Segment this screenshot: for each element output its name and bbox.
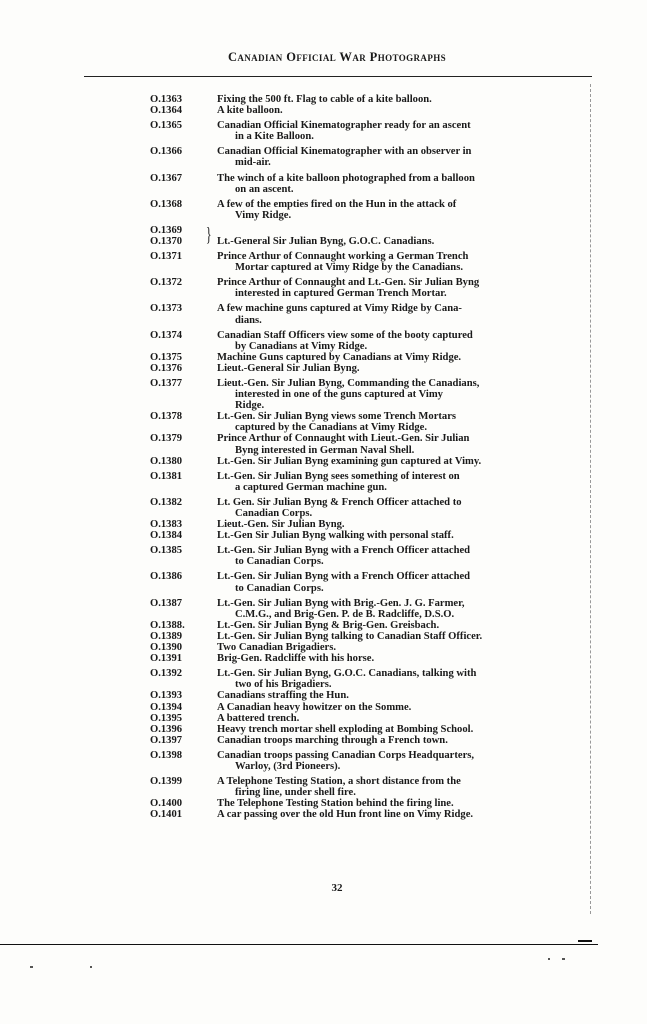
- photo-description: [217, 545, 590, 567]
- list-item: [150, 750, 590, 772]
- description-line: Brig-Gen. Radcliffe with his horse.: [217, 653, 375, 665]
- list-item: [150, 120, 590, 142]
- list-item: [150, 225, 590, 247]
- photo-number: O.1370: [150, 235, 183, 247]
- description-line: Prince Arthur of Connaught working a German Trench: [217, 251, 469, 263]
- photo-description: [217, 642, 590, 653]
- photo-number: O.1387: [150, 597, 183, 609]
- description-line: C.M.G., and Brig-Gen. P. de B. Radcliffe, D.S.O.: [235, 608, 455, 620]
- photo-number: O.1372: [150, 277, 183, 289]
- list-item: [150, 519, 590, 530]
- description-line: Canadians straffing the Hun.: [217, 690, 349, 702]
- photo-number: O.1379: [150, 433, 183, 445]
- photo-number: O.1398: [150, 749, 183, 761]
- photo-description: [217, 277, 590, 299]
- scan-speck: [90, 966, 92, 968]
- page-number: 32: [331, 882, 343, 894]
- photo-number: O.1397: [150, 734, 183, 746]
- photo-number: O.1384: [150, 530, 183, 542]
- photo-description: [217, 173, 590, 195]
- photo-description: [217, 668, 590, 690]
- photo-number: O.1367: [150, 172, 183, 184]
- list-item: [150, 690, 590, 701]
- photo-description: [217, 352, 590, 363]
- photo-description: [217, 724, 590, 735]
- description-line: Prince Arthur of Connaught and Lt.-Gen. Sir Julian Byng: [217, 277, 480, 289]
- list-item: [150, 620, 590, 631]
- page-edge-shadow: [590, 84, 591, 914]
- photo-description: [217, 330, 590, 352]
- bottom-mark: [578, 940, 592, 950]
- list-item: [150, 352, 590, 363]
- description-line: Lt.-Gen. Sir Julian Byng sees something of interest on: [217, 470, 460, 482]
- photo-description: [217, 251, 590, 273]
- list-item: [150, 456, 590, 467]
- list-item: [150, 471, 590, 493]
- list-item: [150, 378, 590, 411]
- list-item: [150, 94, 590, 105]
- list-item: [150, 251, 590, 273]
- description-line: Warloy, (3rd Pioneers).: [235, 760, 341, 772]
- description-line: Ridge.: [235, 400, 265, 412]
- header-rule: [84, 76, 592, 77]
- description-line: Lt.-Gen Sir Julian Byng walking with personal staff.: [217, 530, 454, 542]
- description-line: Lt. Gen. Sir Julian Byng & French Officer attached to: [217, 496, 462, 508]
- description-line: a captured German machine gun.: [235, 481, 387, 493]
- photo-number: O.1363: [150, 94, 183, 105]
- photo-description: [217, 146, 590, 168]
- list-item: [150, 642, 590, 653]
- photo-number: O.1380: [150, 455, 183, 467]
- list-item: [150, 631, 590, 642]
- list-item: [150, 798, 590, 809]
- list-item: [150, 713, 590, 724]
- photo-number: O.1378: [150, 411, 183, 423]
- photo-description: [217, 378, 590, 411]
- photo-description: [217, 120, 590, 142]
- description-line: Lieut.-Gen. Sir Julian Byng.: [217, 519, 345, 531]
- list-item: [150, 668, 590, 690]
- photo-number: O.1383: [150, 519, 183, 531]
- description-line: Mortar captured at Vimy Ridge by the Canadians.: [235, 262, 463, 274]
- page-header: Canadian Official War Photographs: [227, 50, 447, 64]
- photo-number: O.1390: [150, 642, 183, 654]
- list-item: [150, 776, 590, 798]
- description-line: in a Kite Balloon.: [235, 131, 314, 143]
- photo-description: [217, 519, 590, 530]
- photo-number: O.1392: [150, 668, 183, 680]
- photo-description: [217, 471, 590, 493]
- photo-number: O.1365: [150, 120, 183, 132]
- list-item: [150, 545, 590, 567]
- description-line: mid-air.: [235, 157, 271, 169]
- description-line: Fixing the 500 ft. Flag to cable of a kite balloon.: [217, 94, 432, 105]
- list-item: [150, 530, 590, 541]
- description-line: to Canadian Corps.: [235, 556, 324, 568]
- photo-description: [217, 798, 590, 809]
- description-line: captured by the Canadians at Vimy Ridge.: [235, 422, 427, 434]
- photo-number: O.1364: [150, 105, 183, 117]
- photo-number: O.1382: [150, 496, 183, 508]
- photo-number: O.1388.: [150, 619, 185, 631]
- list-item: [150, 497, 590, 519]
- photo-description: [217, 105, 590, 116]
- photo-description: [217, 199, 590, 221]
- list-item: [150, 146, 590, 168]
- photo-number: O.1369: [150, 224, 183, 236]
- description-line: to Canadian Corps.: [235, 582, 324, 594]
- list-item: [150, 809, 590, 820]
- description-line: Lt.-Gen. Sir Julian Byng with a French Officer attached: [217, 571, 471, 583]
- photo-number: O.1395: [150, 712, 183, 724]
- photo-number: O.1381: [150, 470, 183, 482]
- photo-description: [217, 94, 590, 105]
- description-line: Canadian Official Kinematographer ready for an ascent: [217, 120, 471, 132]
- photo-description: [217, 631, 590, 642]
- description-line: Machine Guns captured by Canadians at Vimy Ridge.: [217, 351, 462, 363]
- description-line: Two Canadian Brigadiers.: [217, 642, 336, 654]
- description-line: A Telephone Testing Station, a short distance from the: [217, 776, 461, 788]
- photo-list: [150, 94, 590, 820]
- description-line: Lt.-Gen. Sir Julian Byng talking to Canadian Staff Officer.: [217, 630, 483, 642]
- photo-description: [217, 363, 590, 374]
- list-item: [150, 411, 590, 433]
- list-item: [150, 724, 590, 735]
- photo-description: [217, 225, 590, 247]
- description-line: Lt.-Gen. Sir Julian Byng, G.O.C. Canadians, talking with: [217, 668, 477, 680]
- photo-number: O.1391: [150, 653, 183, 665]
- description-line: dians.: [235, 314, 262, 326]
- description-line: Lt.-Gen. Sir Julian Byng & Brig-Gen. Greisbach.: [217, 619, 440, 631]
- photo-number: O.1401: [150, 809, 183, 821]
- photo-description: [217, 598, 590, 620]
- description-line: interested in captured German Trench Mortar.: [235, 288, 447, 300]
- list-item: [150, 199, 590, 221]
- description-line: A car passing over the old Hun front line on Vimy Ridge.: [217, 809, 474, 821]
- photo-number: O.1374: [150, 329, 183, 341]
- description-line: Heavy trench mortar shell exploding at Bombing School.: [217, 723, 474, 735]
- photo-description: [217, 735, 590, 746]
- photo-number: O.1385: [150, 545, 183, 557]
- photo-number: O.1377: [150, 377, 183, 389]
- description-line: by Canadians at Vimy Ridge.: [235, 340, 368, 352]
- description-line: A Canadian heavy howitzer on the Somme.: [217, 701, 412, 713]
- description-line: interested in one of the guns captured at Vimy: [235, 389, 443, 401]
- description-line: Lt.-Gen. Sir Julian Byng with Brig.-Gen. J. G. Farmer,: [217, 597, 465, 609]
- photo-description: [217, 620, 590, 631]
- list-item: [150, 433, 590, 455]
- list-item: [150, 303, 590, 325]
- description-line: Lieut.-Gen. Sir Julian Byng, Commanding the Canadians,: [217, 377, 480, 389]
- photo-number: O.1368: [150, 198, 183, 210]
- description-line: Canadian troops passing Canadian Corps Headquarters,: [217, 749, 475, 761]
- description-line: The winch of a kite balloon photographed from a balloon: [217, 172, 475, 184]
- photo-description: [217, 653, 590, 664]
- photo-description: [217, 433, 590, 455]
- photo-number: O.1366: [150, 146, 183, 158]
- photo-number: O.1376: [150, 362, 183, 374]
- photo-description: [217, 702, 590, 713]
- photo-description: [217, 497, 590, 519]
- description-line: A few of the empties fired on the Hun in the attack of: [217, 198, 457, 210]
- description-line: Lt.-Gen. Sir Julian Byng examining gun captured at Vimy.: [217, 455, 482, 467]
- list-item: [150, 173, 590, 195]
- description-line: Canadian Corps.: [235, 508, 313, 519]
- photo-number: O.1389: [150, 630, 183, 642]
- photo-number: O.1375: [150, 351, 183, 363]
- list-item: [150, 598, 590, 620]
- description-line: two of his Brigadiers.: [235, 679, 332, 691]
- description-line: A few machine guns captured at Vimy Ridge by Cana-: [217, 303, 462, 315]
- photo-description: [217, 530, 590, 541]
- description-line: Canadian Official Kinematographer with an observer in: [217, 146, 472, 158]
- description-line: A kite balloon.: [217, 105, 283, 117]
- photo-description: [217, 571, 590, 593]
- brace-mark: }: [205, 223, 212, 246]
- description-line: Lt.-Gen. Sir Julian Byng views some Trench Mortars: [217, 411, 457, 423]
- list-item: [150, 571, 590, 593]
- photo-description: [217, 750, 590, 772]
- photo-description: [217, 690, 590, 701]
- bottom-rule: [0, 944, 598, 945]
- scan-speck: [548, 958, 550, 960]
- list-item: [150, 735, 590, 746]
- description-line: Canadian troops marching through a French town.: [217, 734, 448, 746]
- list-item: [150, 702, 590, 713]
- list-item: [150, 277, 590, 299]
- description-line: Vimy Ridge.: [235, 209, 292, 221]
- photo-description: [217, 809, 590, 820]
- photo-number: O.1394: [150, 701, 183, 713]
- photo-number: O.1399: [150, 776, 183, 788]
- scan-speck: [562, 958, 565, 960]
- description-line: Byng interested in German Naval Shell.: [235, 444, 415, 456]
- list-item: [150, 363, 590, 374]
- list-item: [150, 105, 590, 116]
- photo-description: [217, 303, 590, 325]
- description-line: A battered trench.: [217, 712, 300, 724]
- description-line: Canadian Staff Officers view some of the booty captured: [217, 329, 473, 341]
- photo-number: O.1400: [150, 798, 183, 810]
- description-line: Lt.-Gen. Sir Julian Byng with a French Officer attached: [217, 545, 471, 557]
- description-line: firing line, under shell fire.: [235, 787, 356, 799]
- photo-number: O.1393: [150, 690, 183, 702]
- photo-description: [217, 456, 590, 467]
- photo-description: [217, 411, 590, 433]
- photo-number: O.1386: [150, 571, 183, 583]
- photo-number: O.1373: [150, 303, 183, 315]
- description-line: on an ascent.: [235, 183, 294, 195]
- description-line: Lieut.-General Sir Julian Byng.: [217, 362, 360, 374]
- scan-speck: [30, 966, 33, 968]
- description-line: Prince Arthur of Connaught with Lieut.-Gen. Sir Julian: [217, 433, 470, 445]
- list-item: [150, 330, 590, 352]
- photo-number: O.1371: [150, 251, 183, 263]
- description-line: The Telephone Testing Station behind the firing line.: [217, 798, 454, 810]
- list-item: [150, 653, 590, 664]
- description-line: Lt.-General Sir Julian Byng, G.O.C. Canadians.: [217, 235, 435, 247]
- photo-number: O.1396: [150, 723, 183, 735]
- photo-description: [217, 713, 590, 724]
- photo-description: [217, 776, 590, 798]
